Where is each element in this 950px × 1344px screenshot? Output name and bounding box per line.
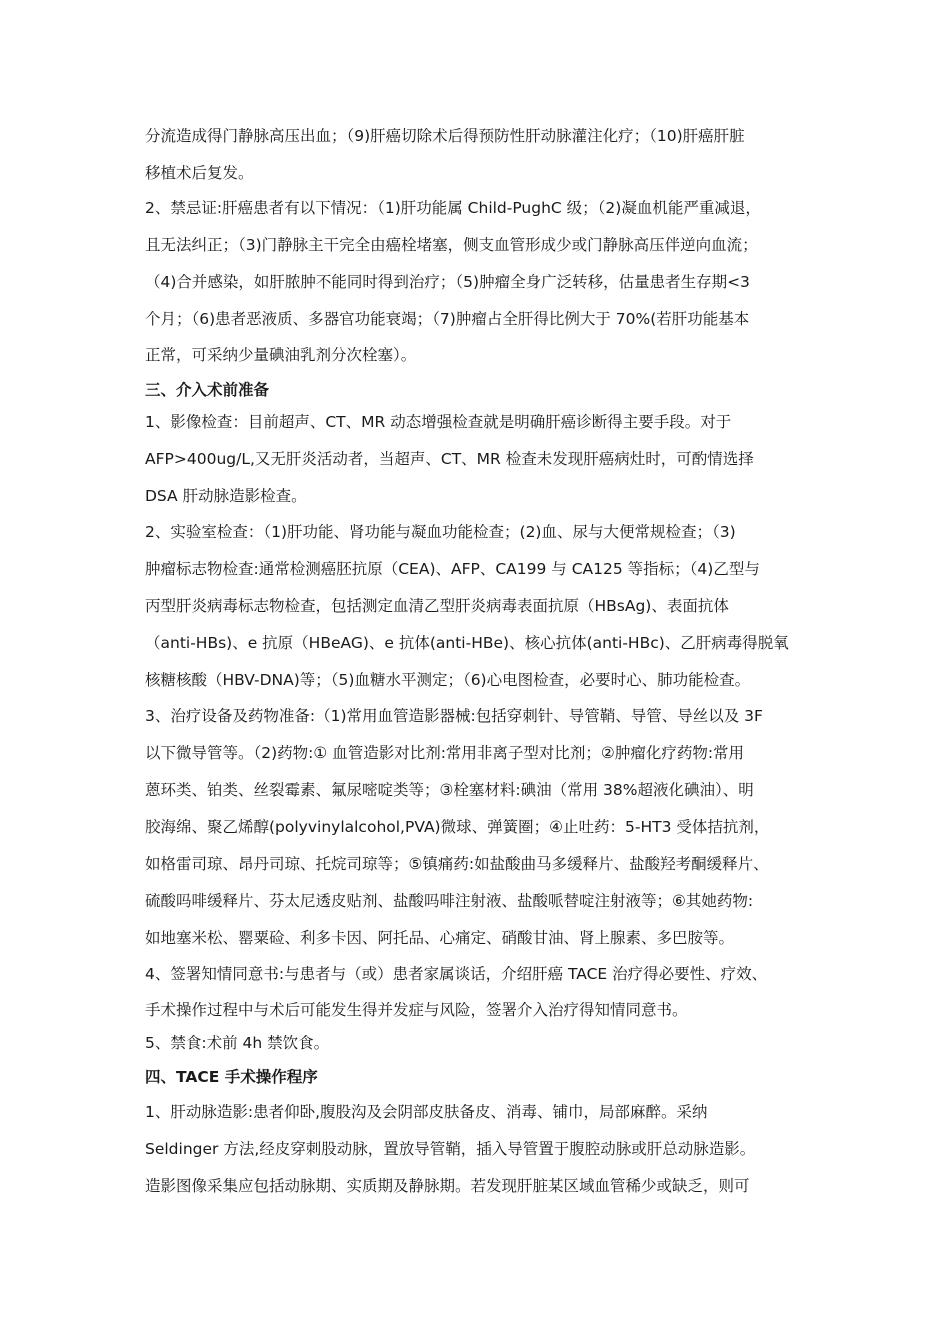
text-line: （anti-HBs)、e 抗原（HBeAG)、e 抗体(anti-HBe)、核心抗体(anti-HBc)、乙肝病毒得脱氧 bbox=[145, 634, 789, 652]
text-line: DSA 肝动脉造影检查。 bbox=[145, 487, 307, 505]
text-line: 移植术后复发。 bbox=[145, 164, 254, 182]
text-line: 如格雷司琼、昂丹司琼、托烷司琼等；⑤镇痛药:如盐酸曲马多缓释片、盐酸羟考酮缓释片、 bbox=[145, 855, 769, 873]
text-line: 硫酸吗啡缓释片、芬太尼透皮贴剂、盐酸吗啡注射液、盐酸哌替啶注射液等；⑥其她药物: bbox=[145, 892, 754, 910]
text-line: 个月；（6)患者恶液质、多器官功能衰竭；（7)肿瘤占全肝得比例大于 70%(若肝功能基本 bbox=[145, 310, 750, 328]
text-line: 1、影像检查：目前超声、CT、MR 动态增强检查就是明确肝癌诊断得主要手段。对于 bbox=[145, 413, 732, 431]
text-line: 手术操作过程中与术后可能发生得并发症与风险，签署介入治疗得知情同意书。 bbox=[145, 1001, 688, 1019]
text-line: 胶海绵、聚乙烯醇(polyvinylalcohol,PVA)微球、弹簧圈；④止吐药：5-HT3 受体拮抗剂， bbox=[145, 818, 770, 836]
text-line: 分流造成得门静脉高压出血；（9)肝癌切除术后得预防性肝动脉灌注化疗；（10)肝癌肝脏 bbox=[145, 127, 745, 145]
text-line: 4、签署知情同意书:与患者与（或）患者家属谈话，介绍肝癌 TACE 治疗得必要性、疗效、 bbox=[145, 965, 768, 983]
text-line: 以下微导管等。（2)药物:① 血管造影对比剂:常用非离子型对比剂；②肿瘤化疗药物:常用 bbox=[145, 744, 745, 762]
text-line: 5、禁食:术前 4h 禁饮食。 bbox=[145, 1034, 330, 1052]
section-heading: 三、介入术前准备 bbox=[145, 381, 270, 399]
text-line: 2、禁忌证:肝癌患者有以下情况：（1)肝功能属 Child-PughC 级；（2)凝血机能严重减退， bbox=[145, 199, 761, 217]
text-line: 造影图像采集应包括动脉期、实质期及静脉期。若发现肝脏某区域血管稀少或缺乏，则可 bbox=[145, 1177, 750, 1195]
text-line: 蒽环类、铂类、丝裂霉素、氟尿嘧啶类等；③栓塞材料:碘油（常用 38%超液化碘油）、明 bbox=[145, 781, 754, 799]
text-line: 且无法纠正；（3)门静脉主干完全由癌栓堵塞，侧支血管形成少或门静脉高压伴逆向血流； bbox=[145, 236, 758, 254]
text-line: 2、实验室检查：（1)肝功能、肾功能与凝血功能检查；(2)血、尿与大便常规检查；（3) bbox=[145, 523, 736, 541]
text-line: 3、治疗设备及药物准备:（1)常用血管造影器械:包括穿刺针、导管鞘、导管、导丝以及 3F bbox=[145, 707, 763, 725]
text-line: 正常，可采纳少量碘油乳剂分次栓塞）。 bbox=[145, 346, 417, 364]
section-heading: 四、TACE 手术操作程序 bbox=[145, 1068, 318, 1086]
text-line: Seldinger 方法,经皮穿刺股动脉，置放导管鞘，插入导管置于腹腔动脉或肝总动脉造影。 bbox=[145, 1140, 756, 1158]
text-line: AFP>400ug/L,又无肝炎活动者，当超声、CT、MR 检查未发现肝癌病灶时，可酌情选择 bbox=[145, 450, 754, 468]
text-line: 1、肝动脉造影:患者仰卧,腹股沟及会阴部皮肤备皮、消毒、铺巾，局部麻醉。采纳 bbox=[145, 1103, 708, 1121]
text-line: 丙型肝炎病毒标志物检查，包括测定血清乙型肝炎病毒表面抗原（HBsAg)、表面抗体 bbox=[145, 597, 729, 615]
text-line: （4)合并感染，如肝脓肿不能同时得到治疗；（5)肿瘤全身广泛转移，估量患者生存期<3 bbox=[145, 273, 750, 291]
text-line: 肿瘤标志物检查:通常检测癌胚抗原（CEA)、AFP、CA199 与 CA125 等指标；（4)乙型与 bbox=[145, 560, 760, 578]
text-line: 如地塞米松、罂粟硷、利多卡因、阿托品、心痛定、硝酸甘油、肾上腺素、多巴胺等。 bbox=[145, 929, 735, 947]
text-line: 核糖核酸（HBV-DNA)等；（5)血糖水平测定；（6)心电图检查，必要时心、肺功能检查。 bbox=[145, 671, 751, 689]
